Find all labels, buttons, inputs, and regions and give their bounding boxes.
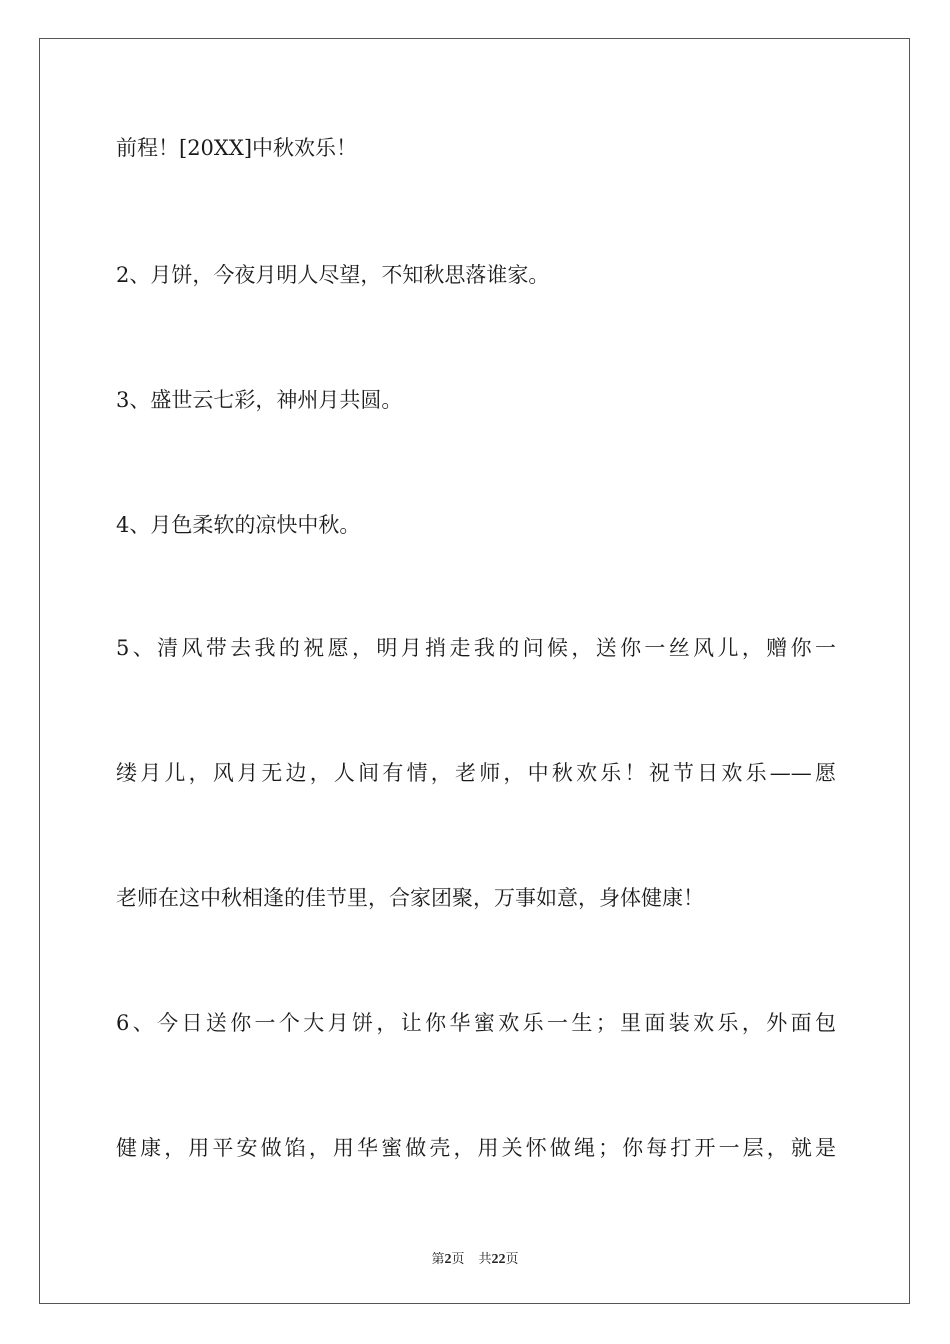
- text-line-8: 6、今日送你一个大月饼，让你华蜜欢乐一生；里面装欢乐，外面包: [116, 1011, 836, 1035]
- text-line-1: 前程！[20XX]中秋欢乐！: [116, 136, 358, 160]
- total-prefix: 共: [478, 1252, 492, 1267]
- total-pages: 22: [491, 1252, 506, 1267]
- page-prefix: 第: [431, 1252, 445, 1267]
- text-line-3: 3、盛世云七彩，神州月共圆。: [116, 388, 403, 412]
- page-suffix: 页: [451, 1252, 465, 1267]
- total-suffix: 页: [505, 1252, 519, 1267]
- text-line-6: 缕月儿，风月无边，人间有情，老师，中秋欢乐！祝节日欢乐——愿: [116, 761, 836, 785]
- page-border: [39, 38, 910, 1304]
- text-line-2: 2、月饼，今夜月明人尽望，不知秋思落谁家。: [116, 263, 550, 287]
- text-line-5: 5、清风带去我的祝愿，明月捎走我的问候，送你一丝风儿，赠你一: [116, 636, 836, 660]
- text-line-4: 4、月色柔软的凉快中秋。: [116, 513, 361, 537]
- text-line-9: 健康，用平安做馅，用华蜜做壳，用关怀做绳；你每打开一层，就是: [116, 1136, 836, 1160]
- page-footer: [0, 1248, 950, 1268]
- page-number: 2: [444, 1252, 452, 1267]
- text-line-7: 老师在这中秋相逢的佳节里，合家团聚，万事如意，身体健康！: [116, 886, 704, 910]
